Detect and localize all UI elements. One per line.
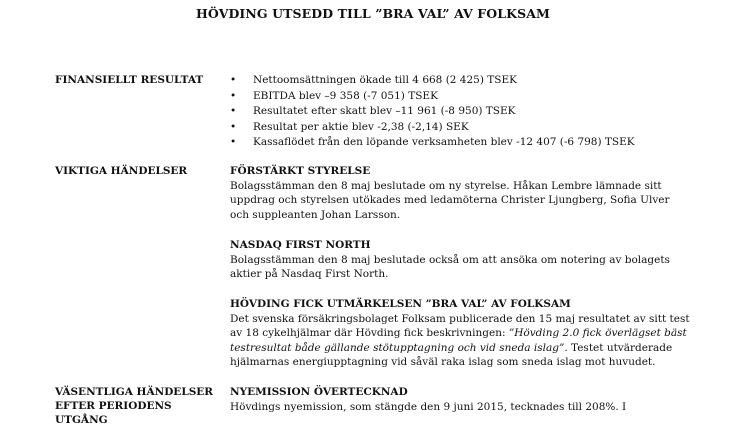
new-issue-section (230, 385, 700, 414)
paragraph-line: aktier på Nasdaq First North. (230, 268, 389, 280)
financial-bullet-list (230, 73, 700, 151)
nasdaq-section (230, 238, 700, 282)
bullet-icon: • (230, 105, 237, 117)
paragraph-line: uppdrag och styrelsen utökades med ledamöterna Christer Ljungberg, Sofia Ulver (230, 194, 670, 206)
paragraph-line: testresultat både gällande stötupptagning och vid sneda islag”. Testet utvärderade (230, 341, 673, 354)
subsequent-events-label: VÄSENTLIGA HÄNDELSER EFTER PERIODENS UTGÅNG (55, 386, 214, 426)
bullet-icon: • (230, 136, 237, 148)
section-heading: NYEMISSION ÖVERTECKNAD (230, 386, 408, 398)
section-heading: NASDAQ FIRST NORTH (230, 239, 371, 251)
board-section (230, 164, 700, 222)
paragraph-line: av 18 cykelhjälmar där Hövding fick beskrivningen: ”Hövding 2.0 fick överlägset bäst (230, 327, 687, 339)
paragraph-line: Bolagsstämman den 8 maj beslutade också om att ansöka om notering av bolagets (230, 253, 670, 266)
bullet-icon: • (230, 74, 237, 86)
list-item: • Nettoomsättningen ökade till 4 668 (2 425) TSEK (230, 74, 517, 86)
list-item: • Resultatet efter skatt blev –11 961 (-8 950) TSEK (230, 105, 516, 117)
quote-text: testresultat både gällande stötupptagning och vid sneda islag” (230, 341, 565, 354)
section-heading: FÖRSTÄRKT STYRELSE (230, 165, 371, 177)
financial-result-label: FINANSIELLT RESULTAT (55, 74, 204, 86)
paragraph-line: hjälmarnas energiupptagning vid såväl raka islag som sneda islag mot huvudet. (230, 356, 656, 368)
bullet-icon: • (230, 120, 237, 133)
paragraph-line: och suppleanten Johan Larsson. (230, 208, 401, 221)
list-item: • Resultat per aktie blev -2,38 (-2,14) SEK (230, 120, 469, 133)
document-title: HÖVDING UTSEDD TILL ”BRA VAL” AV FOLKSAM (196, 6, 550, 21)
important-events-label: VIKTIGA HÄNDELSER (55, 165, 188, 177)
paragraph-line: Hövdings nyemission, som stängde den 9 juni 2015, tecknades till 208%. I (230, 400, 627, 413)
bullet-icon: • (230, 89, 237, 102)
quote-text: ”Hövding 2.0 fick överlägset bäst (508, 327, 687, 339)
financial-result-content (230, 73, 700, 151)
paragraph-line: Bolagsstämman den 8 maj beslutade om ny styrelse. Håkan Lembre lämnade sitt (230, 179, 662, 192)
folksam-award-section (230, 297, 700, 370)
list-item: • EBITDA blev –9 358 (-7 051) TSEK (230, 89, 438, 102)
section-heading: HÖVDING FICK UTMÄRKELSEN ”BRA VAL” AV FOLKSAM (230, 298, 571, 310)
list-item: • Kassaflödet från den löpande verksamheten blev -12 407 (-6 798) TSEK (230, 136, 635, 148)
paragraph-line: Det svenska försäkringsbolaget Folksam publicerade den 15 maj resultatet av sitt test (230, 312, 690, 325)
